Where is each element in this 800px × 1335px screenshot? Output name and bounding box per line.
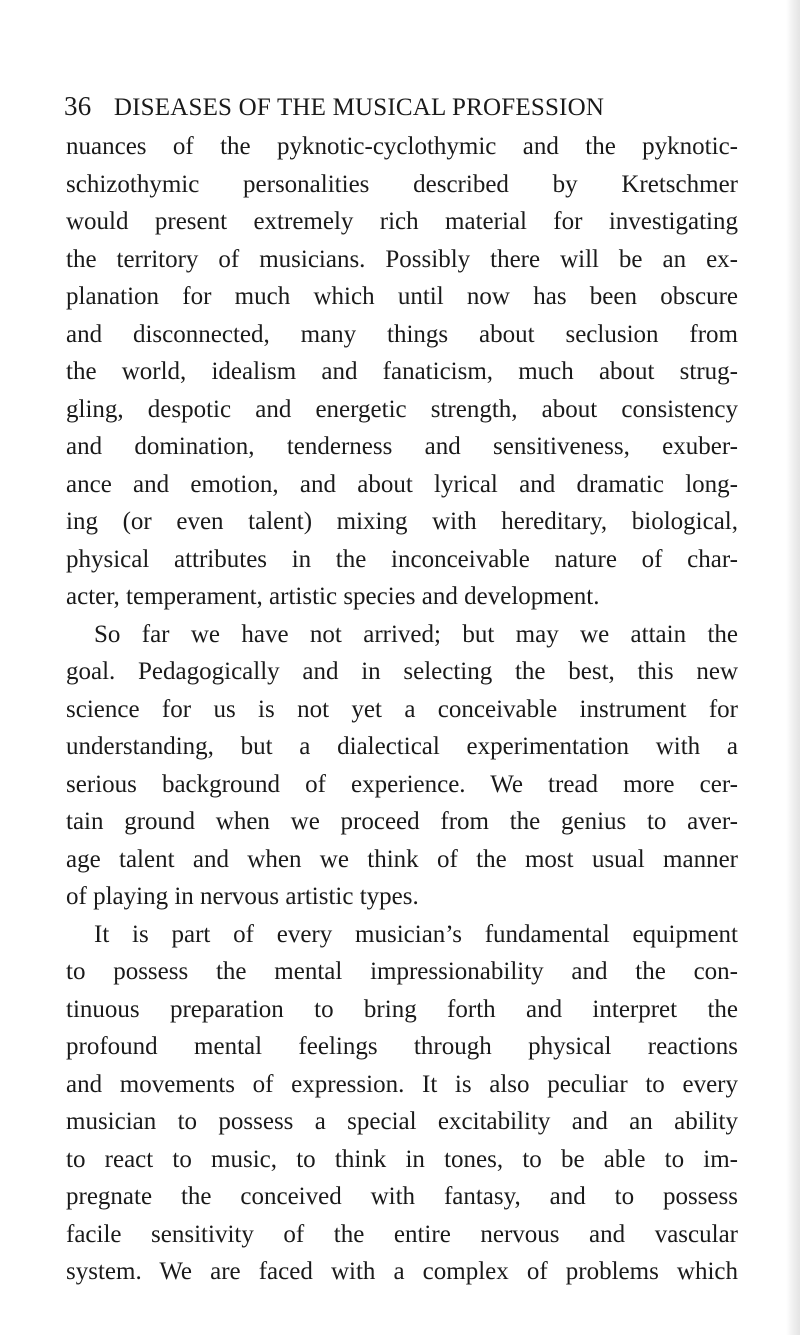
text-line: science for us is not yet a conceivable instrument for xyxy=(66,695,738,723)
running-header xyxy=(64,86,744,126)
text-line: the world, idealism and fanaticism, much about strug- xyxy=(66,358,738,385)
text-line: It is part of every musician’s fundamental equipment xyxy=(94,920,738,948)
text-line: tain ground when we proceed from the genius to aver- xyxy=(66,808,738,835)
text-line: gling, despotic and energetic strength, about consistency xyxy=(66,395,738,423)
text-line: nuances of the pyknotic-cyclothymic and the pyknotic- xyxy=(66,133,738,160)
text-line: pregnate the conceived with fantasy, and to possess xyxy=(66,1183,738,1210)
running-title: DISEASES OF THE MUSICAL PROFESSION xyxy=(113,94,605,121)
text-line: to possess the mental impressionability and the con- xyxy=(66,958,738,985)
text-line: physical attributes in the inconceivable nature of char- xyxy=(66,545,738,573)
text-line: age talent and when we think of the most usual manner xyxy=(66,845,738,873)
page-edge-shadow xyxy=(786,0,800,1335)
text-line: system. We are faced with a complex of problems which xyxy=(66,1258,738,1285)
text-line: planation for much which until now has been obscure xyxy=(66,283,738,310)
text-line: goal. Pedagogically and in selecting the best, this new xyxy=(66,658,738,685)
text-line: and domination, tenderness and sensitiveness, exuber- xyxy=(66,433,738,460)
text-line: facile sensitivity of the entire nervous and vascular xyxy=(66,1220,738,1248)
text-line: schizothymic personalities described by Kretschmer xyxy=(66,170,738,198)
text-line: understanding, but a dialectical experimentation with a xyxy=(66,733,738,760)
text-line: and movements of expression. It is also peculiar to every xyxy=(66,1070,738,1098)
text-line: would present extremely rich material for investigating xyxy=(66,208,738,235)
text-line: tinuous preparation to bring forth and interpret the xyxy=(66,995,738,1023)
text-line: and disconnected, many things about seclusion from xyxy=(66,320,738,348)
body-text xyxy=(66,128,738,1291)
text-line: of playing in nervous artistic types. xyxy=(66,883,419,910)
text-line: serious background of experience. We tread more cer- xyxy=(66,770,738,798)
text-line: ance and emotion, and about lyrical and dramatic long- xyxy=(66,470,738,498)
text-line: the territory of musicians. Possibly there will be an ex- xyxy=(66,245,738,273)
text-line: ing (or even talent) mixing with hereditary, biological, xyxy=(66,508,738,535)
text-line: So far we have not arrived; but may we attain the xyxy=(94,620,738,648)
text-line: acter, temperament, artistic species and development. xyxy=(66,583,600,610)
page-number: 36 xyxy=(64,91,92,121)
text-line: profound mental feelings through physical reactions xyxy=(66,1033,738,1060)
text-line: to react to music, to think in tones, to be able to im- xyxy=(66,1145,738,1173)
text-line: musician to possess a special excitability and an ability xyxy=(66,1108,738,1135)
